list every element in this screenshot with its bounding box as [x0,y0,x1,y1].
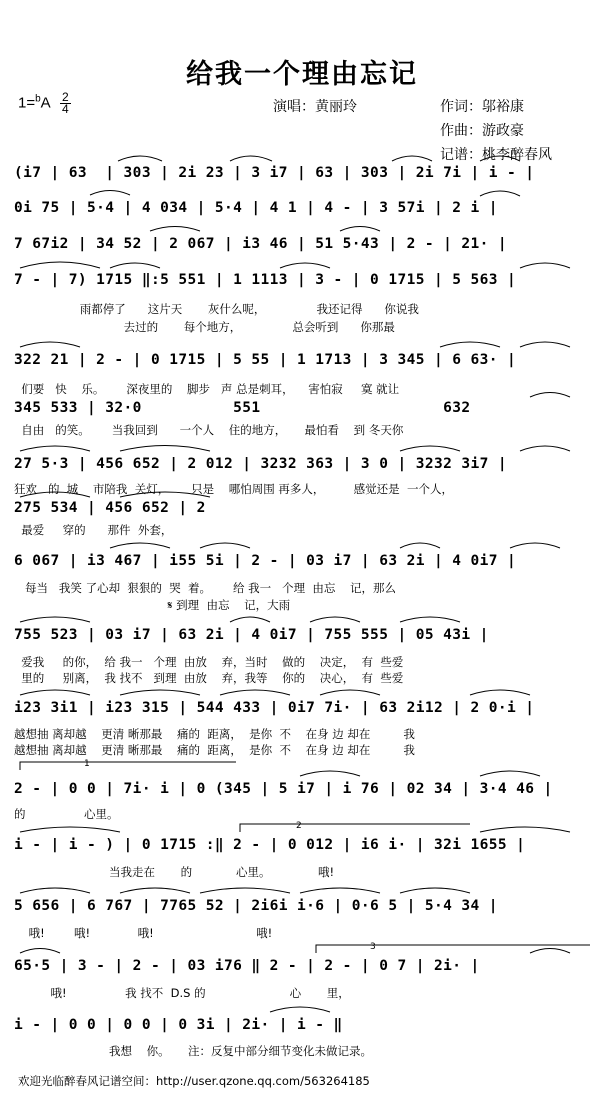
slur-mark [480,771,540,776]
score-line: 0i 75 | 5·4 | 4 034 | 5·4 | 4 1 | 4 - | 3 57i | 2 i | [14,200,498,216]
slur-mark [230,156,272,161]
lyric-line: 我想 你。 注：反复中部分细节变化未做记录。 [14,1044,372,1058]
slur-mark [20,827,120,832]
lyric-line: 里的 别离， 我 找不 到理 由放 弃，我等 你的 决心， 有 些爱 [14,671,404,685]
time-denominator: 4 [62,102,69,116]
slur-mark [20,342,80,347]
volta-bracket-3 [316,945,590,953]
slur-mark [120,446,210,452]
slur-mark [400,543,440,548]
slur-mark [200,543,250,548]
slur-mark [20,888,90,893]
score-line: i - | i - ) | 0 1715 :‖ 2 - | 0 012 | i6 i· | 32i 1655 | [14,837,526,853]
lyricist-credit: 作词：邬裕康 [440,99,524,115]
slur-mark [300,888,380,893]
flat-sign: b [35,93,41,105]
slur-mark [340,227,380,232]
slur-mark [118,156,162,161]
song-title: 给我一个理由忘记 [186,59,418,90]
slur-mark [20,262,100,268]
slur-mark [200,888,290,893]
lyric-line: 去过的 每个地方， 总会听到 你那最 [14,320,395,334]
key-prefix: 1= [18,94,36,112]
slur-mark [20,949,60,954]
slur-mark [20,690,90,695]
volta-bracket-1 [20,762,236,770]
slur-mark [440,342,500,347]
lyric-line: 哦! 我 找不 D.S 的 心 里， [14,986,350,1000]
score-line: i23 3i1 | i23 315 | 544 433 | 0i7 7i· | 63 2i12 | 2 0·i | [14,700,535,716]
lyric-line: 最爱 穿的 那件 外套， [14,523,173,537]
score-line: 5 656 | 6 767 | 7765 52 | 2i6i i·6 | 0·6 5 | 5·4 34 | [14,898,498,914]
score-line: 65·5 | 3 - | 2 - | 03 i76 ‖ 2 - | 2 - | 0 7 | 2i· | [14,958,480,974]
slur-mark [20,617,90,622]
lyric-line: 𝄋 到理 由忘 记，大雨 [14,598,291,612]
lyric-line: 的 心里。 [14,807,119,821]
slur-mark [120,888,190,893]
lyric-line: 越想抽 离却越 更清 晰那最 痛的 距离， 是你 不 在身 边 却在 我 [14,743,415,757]
singer-credit: 演唱：黄丽玲 [273,99,357,115]
slur-mark [110,263,160,268]
volta-number-3: 3 [370,942,376,952]
score-line: 2 - | 0 0 | 7i· i | 0 (345 | 5 i7 | i 76 | 02 34 | 3·4 46 | [14,781,553,797]
lyric-line: 狂欢 的 城 市陪我 关灯， 只是 哪怕周围 再多人， 感觉还是 一个人， [14,482,453,496]
score-line: 6 067 | i3 467 | i55 5i | 2 - | 03 i7 | 63 2i | 4 0i7 | [14,553,517,569]
score-line: 7 - | 7) 1715 ‖:5 551 | 1 1113 | 3 - | 0 1715 | 5 563 | [14,272,517,288]
slur-mark [400,888,470,893]
slur-mark [530,949,570,954]
lyric-line: 每当 我笑 了心却 狠狠的 哭 着。 给 我一 个理 由忘 记，那么 [14,581,397,595]
lyric-line: 哦! 哦! 哦! 哦! [14,926,273,940]
slur-mark [300,771,360,776]
footer-note: 欢迎光临醉春风记谱空间：http://user.qzone.qq.com/563264185 [18,1074,370,1088]
composer-credit: 作曲：游政豪 [440,123,524,139]
time-signature [60,92,71,115]
slur-mark [90,191,130,196]
lyric-line: 当我走在 的 心里。 哦! [14,865,335,879]
transcriber-credit: 记谱：桃李醉春风 [440,147,552,163]
slur-mark [230,617,270,622]
slur-mark [520,446,570,451]
slur-mark [480,191,520,196]
score-line: (i7 | 63 | 303 | 2i 23 | 3 i7 | 63 | 303 | 2i 7i | i - | [14,165,535,181]
lyric-line: 雨都停了 这片天 灰什么呢， 我还记得 你说我 [14,302,419,316]
slur-mark [110,543,170,548]
score-line: i - | 0 0 | 0 0 | 0 3i | 2i· | i - ‖ [14,1017,343,1033]
slur-mark [510,543,560,548]
slur-mark [20,446,90,451]
slur-mark [270,1007,330,1012]
volta-number-2: 2 [296,821,302,831]
slur-mark [480,827,570,832]
slur-mark [520,342,570,347]
slur-mark [400,446,460,451]
lyric-line: 越想抽 离却越 更清 晰那最 痛的 距离， 是你 不 在身 边 却在 我 [14,727,415,741]
score-line: 755 523 | 03 i7 | 63 2i | 4 0i7 | 755 555 | 05 43i | [14,627,489,643]
lyric-line: 爱我 的你， 给 我一 个理 由放 弃，当时 做的 决定， 有 些爱 [14,655,404,669]
score-line: 27 5·3 | 456 652 | 2 012 | 3232 363 | 3 0 | 3232 3i7 | [14,456,508,472]
slur-mark [392,156,432,161]
score-line: 275 534 | 456 652 | 2 [14,500,206,516]
volta-bracket-2 [240,824,470,832]
slur-mark [310,617,360,622]
lyric-line: 自由 的笑。 当我回到 一个人 住的地方， 最怕看 到 冬天你 [14,423,404,437]
score-line: 7 67i2 | 34 52 | 2 067 | i3 46 | 51 5·43 | 2 - | 21· | [14,236,508,252]
score-line: 345 533 | 32·0 551 632 [14,400,471,416]
score-line: 322 21 | 2 - | 0 1715 | 5 55 | 1 1713 | 3 345 | 6 63· | [14,352,517,368]
key-signature [18,92,71,115]
slur-mark [150,227,200,232]
slur-mark [400,617,460,622]
lyric-line: 们要 快 乐。 深夜里的 脚步 声 总是刺耳， 害怕寂 寞 就让 [14,382,400,396]
time-numerator: 2 [62,90,69,104]
slur-mark [520,263,570,268]
slur-mark [320,690,380,695]
slur-mark [220,690,290,695]
volta-number-1: 1 [84,759,90,769]
slur-mark [280,263,330,268]
slur-mark [120,690,200,695]
key-note: A [40,94,50,112]
slur-mark [470,690,530,695]
